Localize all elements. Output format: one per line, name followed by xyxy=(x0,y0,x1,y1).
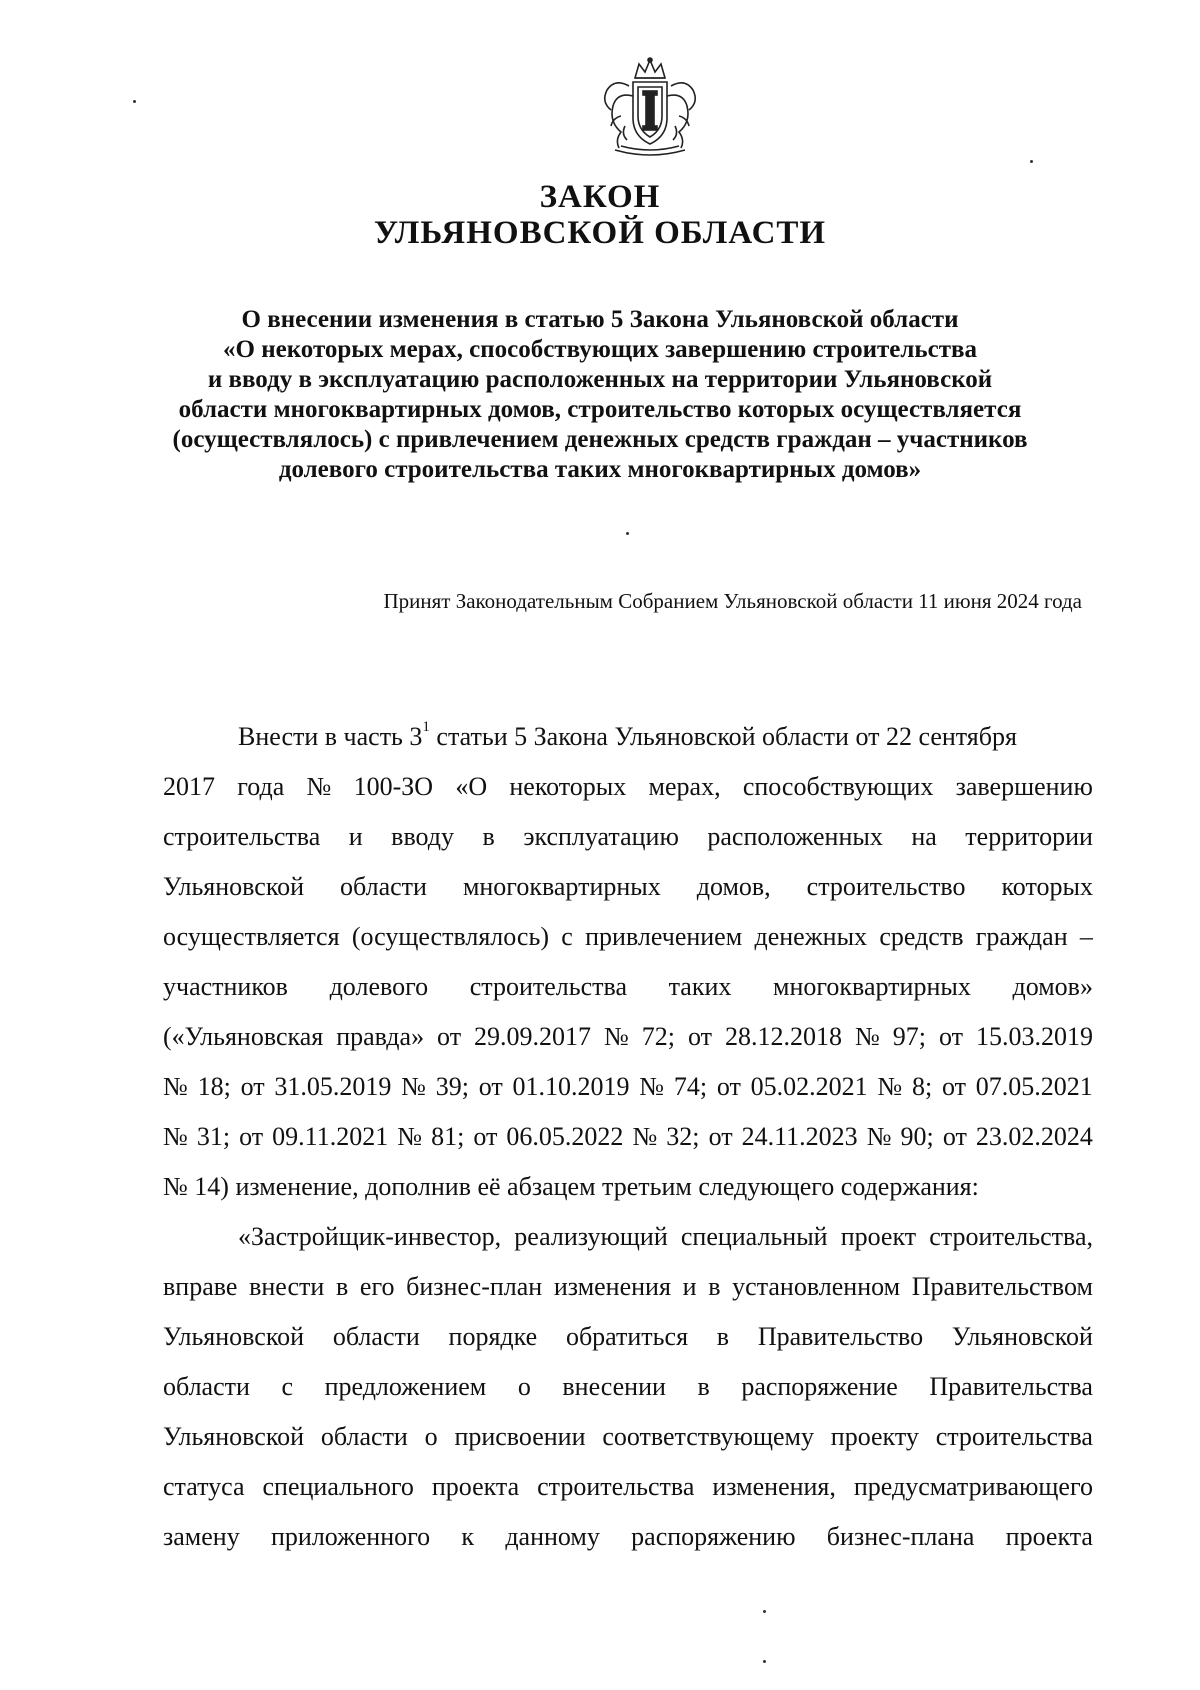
body-word: проекта xyxy=(1005,1522,1093,1551)
body-word: проект xyxy=(840,1222,917,1251)
body-word: 72; xyxy=(641,1022,676,1051)
body-word: статуса xyxy=(163,1472,245,1501)
subject-line: и вводу в эксплуатацию расположенных на территории Ульяновской xyxy=(207,366,993,393)
body-line xyxy=(163,1012,1093,1062)
subject-line: «О некоторых мерах, способствующих завершению строительства xyxy=(223,336,977,363)
body-word: № xyxy=(163,1072,188,1101)
body-word: строительства, xyxy=(929,1222,1093,1251)
body-word: порядке xyxy=(448,1322,538,1351)
body-word: от xyxy=(716,1072,741,1101)
body-word: в xyxy=(697,1372,710,1401)
body-word: 18; xyxy=(197,1072,231,1101)
superscript: 1 xyxy=(422,719,430,735)
body-word: в xyxy=(708,1272,721,1301)
body-line xyxy=(163,1062,1093,1112)
law-body xyxy=(163,712,1093,1562)
body-word: от xyxy=(688,1022,713,1051)
body-word: средств xyxy=(879,922,964,951)
body-line xyxy=(163,1362,1093,1412)
body-line xyxy=(163,1412,1093,1462)
body-word: № xyxy=(877,1072,903,1101)
body-word: № xyxy=(632,1122,658,1151)
body-line: № 14) изменение, дополнив её абзацем третьим следующего содержания: xyxy=(163,1172,979,1201)
body-word: присвоении xyxy=(454,1422,586,1451)
body-word: № xyxy=(397,1122,423,1151)
body-word: 01.10.2019 xyxy=(512,1072,630,1101)
body-word: расположенных xyxy=(707,822,883,851)
body-word: вправе xyxy=(163,1272,238,1301)
law-title-line2: УЛЬЯНОВСКОЙ ОБЛАСТИ xyxy=(373,215,827,251)
body-word: специальный xyxy=(680,1222,828,1251)
body-word: строительства xyxy=(163,822,321,851)
coat-of-arms-icon xyxy=(591,56,709,158)
body-word: Ульяновской xyxy=(951,1322,1093,1351)
body-word: Ульяновской xyxy=(163,872,305,901)
body-word: года xyxy=(237,772,285,801)
body-word: («Ульяновская xyxy=(163,1022,324,1051)
body-word: строительство xyxy=(806,872,966,901)
body-word: эксплуатацию xyxy=(523,822,679,851)
body-word: области xyxy=(332,1322,420,1351)
body-word: распоряжение xyxy=(741,1372,898,1401)
body-word: 90; xyxy=(900,1122,934,1151)
body-word: строительства xyxy=(469,972,627,1001)
law-title-line1: ЗАКОН xyxy=(539,179,661,215)
body-word: от xyxy=(478,1072,503,1101)
body-word: 24.11.2023 xyxy=(741,1122,858,1151)
body-word: от xyxy=(942,1122,967,1151)
body-word: 29.09.2017 xyxy=(474,1022,592,1051)
body-word: (осуществлялось) xyxy=(351,922,549,951)
body-word: долевого xyxy=(329,972,429,1001)
body-line xyxy=(163,812,1093,862)
body-word: установленном xyxy=(732,1272,901,1301)
subject-line: (осуществлялось) с привлечением денежных средств граждан – участников xyxy=(172,426,1028,453)
body-word: от xyxy=(239,1122,264,1151)
body-word: и xyxy=(682,1272,697,1301)
body-word: обратиться xyxy=(565,1322,689,1351)
body-word: № xyxy=(604,1022,629,1051)
body-word: домов, xyxy=(696,872,771,901)
body-word: мерах, xyxy=(648,772,721,801)
body-word: 2017 xyxy=(163,772,215,801)
body-word: предусматривающего xyxy=(853,1472,1093,1501)
body-word: домов» xyxy=(1012,972,1093,1001)
body-text-fragment: Внести в часть 3 xyxy=(238,722,423,751)
body-word: правда» xyxy=(336,1022,425,1051)
body-word: внесении xyxy=(562,1372,666,1401)
body-word: граждан xyxy=(975,922,1068,951)
body-word: 8; xyxy=(912,1072,933,1101)
body-word: от xyxy=(708,1122,733,1151)
body-word: с xyxy=(561,922,573,951)
body-word: 39; xyxy=(435,1072,469,1101)
body-line xyxy=(163,1262,1093,1312)
body-word: некоторых xyxy=(509,772,627,801)
body-word: 31; xyxy=(196,1122,231,1151)
body-word: о xyxy=(424,1422,438,1451)
body-word: соответствующему xyxy=(602,1422,814,1451)
scan-speck xyxy=(133,100,136,103)
body-word: таких xyxy=(668,972,732,1001)
body-word: бизнес-плана xyxy=(826,1522,975,1551)
body-word: многоквартирных xyxy=(773,972,971,1001)
body-word: 15.03.2019 xyxy=(975,1022,1093,1051)
body-word: Правительства xyxy=(929,1372,1093,1401)
body-word: от xyxy=(240,1072,265,1101)
body-word: Ульяновской xyxy=(163,1322,305,1351)
body-line xyxy=(163,1462,1093,1512)
body-word: 81; xyxy=(431,1122,465,1151)
body-word: способствующих xyxy=(742,772,934,801)
body-word: 07.05.2021 xyxy=(975,1072,1093,1101)
body-word: от xyxy=(938,1022,963,1051)
body-word: № xyxy=(163,1122,188,1151)
body-word: в xyxy=(482,822,495,851)
body-word: № xyxy=(854,1022,880,1051)
body-word: внести xyxy=(249,1272,325,1301)
body-word: его xyxy=(359,1272,395,1301)
body-word: проекта xyxy=(431,1472,520,1501)
body-word: привлечением xyxy=(585,922,743,951)
body-line xyxy=(163,1312,1093,1362)
scan-speck xyxy=(763,1610,766,1613)
law-subject xyxy=(140,305,1060,485)
body-word: предложением xyxy=(324,1372,487,1401)
subject-line: области многоквартирных домов, строительство которых осуществляется xyxy=(178,396,1022,423)
body-word: к xyxy=(461,1522,475,1551)
body-word: «О xyxy=(455,772,488,801)
body-word: данному xyxy=(505,1522,600,1551)
scan-speck xyxy=(1030,160,1033,163)
body-word: от xyxy=(437,1022,462,1051)
body-word: строительства xyxy=(537,1472,695,1501)
body-word: № xyxy=(306,772,332,801)
body-word: завершению xyxy=(955,772,1093,801)
body-word: с xyxy=(281,1372,294,1401)
body-word: реализующий xyxy=(514,1222,668,1251)
body-word: 31.05.2019 xyxy=(274,1072,392,1101)
adoption-note: Принят Законодательным Собранием Ульяновской области 11 июня 2024 года xyxy=(383,589,1082,613)
body-line-part xyxy=(238,712,1017,762)
body-line xyxy=(163,762,1093,812)
body-word: денежных xyxy=(754,922,868,951)
subject-line: О внесении изменения в статью 5 Закона Ульяновской области xyxy=(241,306,959,333)
body-line xyxy=(163,862,1093,912)
body-word: и xyxy=(348,822,363,851)
body-line xyxy=(163,912,1093,962)
body-word: 74; xyxy=(673,1072,708,1101)
body-word: строительства xyxy=(935,1422,1093,1451)
body-word: 28.12.2018 xyxy=(725,1022,842,1051)
body-word: Правительством xyxy=(911,1272,1093,1301)
body-word: проекту xyxy=(830,1422,919,1451)
body-line xyxy=(163,1212,1093,1262)
body-word: от xyxy=(942,1072,967,1101)
body-word: области xyxy=(320,1422,408,1451)
body-word: распоряжению xyxy=(631,1522,796,1551)
body-word: вводу xyxy=(391,822,455,851)
body-word: осуществляется xyxy=(163,922,340,951)
body-word: 32; xyxy=(666,1122,700,1151)
body-word: 23.02.2024 xyxy=(975,1122,1093,1151)
body-word: в xyxy=(335,1272,349,1301)
body-word: которых xyxy=(1001,872,1093,901)
body-text-fragment: статьи 5 Закона Ульяновской области от 22 сентября xyxy=(429,722,1017,751)
body-word: изменения xyxy=(553,1272,671,1301)
body-word: 06.05.2022 xyxy=(506,1122,624,1151)
subject-line: долевого строительства таких многоквартирных домов» xyxy=(278,456,922,483)
body-line xyxy=(163,1112,1093,1162)
body-line xyxy=(163,962,1093,1012)
body-line xyxy=(163,1512,1093,1562)
body-word: области xyxy=(163,1372,250,1401)
body-word: 97; xyxy=(892,1022,926,1051)
body-word: бизнес-план xyxy=(406,1272,543,1301)
body-word: № xyxy=(866,1122,892,1151)
body-word: Ульяновской xyxy=(163,1422,305,1451)
body-word: № xyxy=(401,1072,426,1101)
body-word: многоквартирных xyxy=(462,872,661,901)
body-word: 100-ЗО xyxy=(353,772,434,801)
body-word: территории xyxy=(965,822,1093,851)
body-word: приложенного xyxy=(270,1522,431,1551)
body-word: о xyxy=(517,1372,531,1401)
body-word: 09.11.2021 xyxy=(272,1122,389,1151)
body-word: участников xyxy=(163,972,288,1001)
scan-speck xyxy=(763,1660,766,1663)
body-word: в xyxy=(716,1322,730,1351)
body-word: замену xyxy=(163,1522,240,1551)
body-word: изменения, xyxy=(712,1472,836,1501)
body-word: Правительство xyxy=(757,1322,924,1351)
body-word: от xyxy=(473,1122,498,1151)
body-word: на xyxy=(911,822,937,851)
body-word: 05.02.2021 xyxy=(750,1072,868,1101)
body-line xyxy=(163,712,1093,762)
body-word: «Застройщик-инвестор, xyxy=(238,1222,502,1251)
body-word: – xyxy=(1079,922,1093,951)
body-word: области xyxy=(340,872,427,901)
body-word: специального xyxy=(262,1472,414,1501)
scan-speck xyxy=(626,532,629,535)
body-word: № xyxy=(639,1072,665,1101)
